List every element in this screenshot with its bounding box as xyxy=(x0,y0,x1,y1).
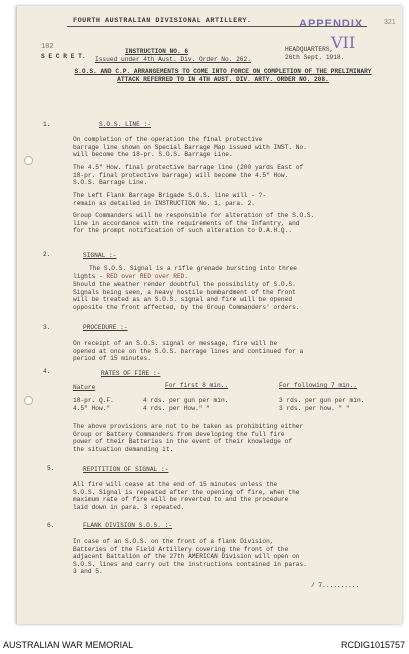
section-paragraph: The Left Flank Barrage Brigade S.O.S. line will - ?- remain as detailed in INSTRUCTION No. 1, para. 2. xyxy=(73,192,267,207)
rates-cell: 3 rds. per how. " " xyxy=(279,405,350,412)
appendix-stamp: APPENDIX xyxy=(299,18,364,30)
section-paragraph: The S.O.S. Signal is a rifle grenade bursting into three xyxy=(89,265,297,272)
section-paragraph: In case of an S.O.S. on the front of a flank Division, Batteries of the Field Artillery covering the front of the adjacent Battalion of the 27th AMERICAN Division will open on S.O.S. lines and carry out the instructions contained in paras. 3 and 5. xyxy=(73,538,307,576)
archive-reference: RCDIG1015757 xyxy=(340,640,405,650)
signal-line xyxy=(73,273,188,281)
secret-label: S E C R E T. xyxy=(41,53,86,60)
section-paragraph: Group Commanders will be responsible for alteration of the S.O.S. line in accordance with the requirements of the Infantry, and for the prompt notification of such alteration to D.A.H.Q.. xyxy=(73,212,315,235)
section-paragraph: On completion of the operation the final protective barrage line shown on Special Barrage Map issued with INST. No. will become the 18-pr. S.O.S. Barrage Line. xyxy=(73,136,307,159)
section-paragraph: On receipt of an S.O.S. signal or message, fire will be opened at once on the S.O.S. barrage lines and continued for a period of 15 minutes. xyxy=(73,340,304,363)
appendix-number: VII xyxy=(331,33,356,52)
section-title: FLANK DIVISION S.O.S. :- xyxy=(83,522,173,529)
section-number: 2. xyxy=(43,251,51,258)
section-title: SIGNAL :- xyxy=(83,252,117,259)
rates-column-following: For following 7 min.. xyxy=(279,382,357,389)
section-number: 3. xyxy=(43,324,51,331)
issued-under: Issued under 4th Aust. Div. Order No. 262. xyxy=(95,56,251,63)
section-number: 4. xyxy=(43,368,51,375)
rates-cell: 3 rds. per gun per min. xyxy=(279,397,365,404)
rates-cell: 4.5" How." xyxy=(73,405,111,412)
section-title: S.O.S. LINE :- xyxy=(99,121,151,128)
rates-column-nature: Nature xyxy=(73,384,96,391)
headquarters-label: HEADQUARTERS, xyxy=(285,46,334,53)
continued-marker: / 7.......... xyxy=(311,582,360,589)
section-paragraph: The above provisions are not to be taken as prohibiting either Group or Battery Commanders from developing the full fire power of their Batteries in the event of their knowledge of the situation demanding it. xyxy=(73,423,304,453)
document-date: 26th Sept. 1918. xyxy=(285,54,345,61)
section-title: REPITITION OF SIGNAL :- xyxy=(83,466,169,473)
header-rule xyxy=(67,26,367,27)
section-paragraph: Should the weather render doubtful the possibility of S.O.S. Signals being seen, a heavy hostile bombardment of the front will be treated as an S.O.S. signal and fire will be opened opposite the front affected, by the Group Commanders' orders. xyxy=(73,281,300,311)
section-title: RATES OF FIRE :- xyxy=(101,370,161,377)
corner-number: 321 xyxy=(384,19,396,26)
section-number: 5. xyxy=(47,465,55,472)
section-number: 6. xyxy=(47,522,55,529)
document-page xyxy=(16,6,402,624)
rates-column-first: For first 8 min.. xyxy=(165,382,229,389)
archive-credit: AUSTRALIAN WAR MEMORIAL xyxy=(3,640,134,650)
section-title: PROCEDURE :- xyxy=(83,324,128,331)
section-paragraph: The 4.5" How. final protective barrage line (200 yards East of 18-pr. final protective barrage) will become the 4.5" How. S.O.S. Barrage Line. xyxy=(73,164,304,187)
signal-lights-label: lights - xyxy=(73,273,107,280)
punch-hole xyxy=(24,396,33,405)
section-paragraph: All fire will cease at the end of 15 minutes unless the S.O.S. Signal is repeated after the opening of fire, when the maximum rate of fire will be reverted to and the procedure laid down in para. 3 repeated. xyxy=(73,481,300,511)
rates-cell: 18-pr. Q.F. xyxy=(73,397,114,404)
instruction-number: INSTRUCTION NO. 6 xyxy=(125,48,189,55)
subject-heading: S.O.S. AND C.P. ARRANGEMENTS TO COME INTO FORCE ON COMPLETION OF THE PRELIMINARY ATTACK REFERRED TO IN 4TH AUST. DIV. ARTY. ORDER NO. 208. xyxy=(74,68,372,83)
punch-hole xyxy=(24,156,33,165)
rates-cell: 4 rds. per gun per min. xyxy=(143,397,229,404)
rates-cell: 4 rds. per How." " xyxy=(143,405,210,412)
pencil-number: 182 xyxy=(41,43,54,51)
signal-colours: RED over RED over RED. xyxy=(106,273,189,280)
unit-title: FOURTH AUSTRALIAN DIVISIONAL ARTILLERY. xyxy=(73,17,252,25)
section-number: 1. xyxy=(43,121,51,128)
